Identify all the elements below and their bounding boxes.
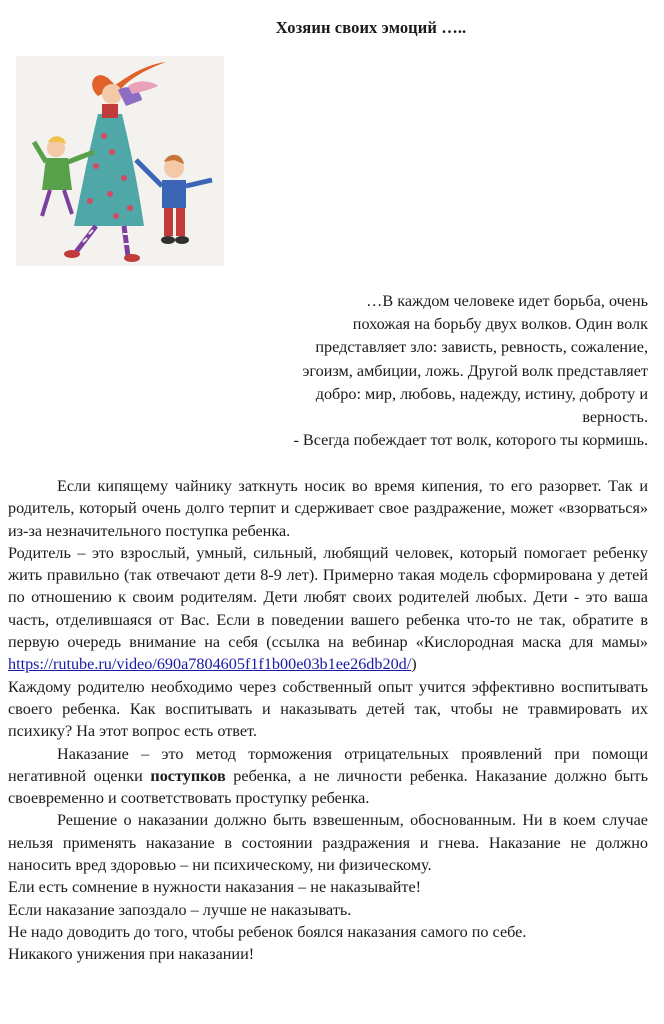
epigraph-line: …В каждом человеке идет борьба, очень	[366, 292, 648, 310]
epigraph-line: эгоизм, амбиции, ложь. Другой волк представляет	[302, 361, 648, 380]
paragraph-parent-definition	[8, 542, 648, 676]
epigraph-line: верность.	[582, 408, 648, 427]
punishment-bold-word: поступков	[150, 766, 226, 785]
paragraph-parent-text: Родитель – это взрослый, умный, сильный, любящий человек, который помогает ребенку жить правильно (так отвечают дети 8-9 лет). Примерно такая модель сформирована у детей по отношению к своим родителям. Дети любят своих родителей любых. Дети - это ваша часть, отделившаяся от Вас. Если в поведении вашего ребенка что-то не так, обратите в первую очередь внимание на себя (ссылка на вебинар «Кислородная маска для мамы»	[8, 543, 648, 652]
paragraph-no-humiliation: Никакого унижения при наказании!	[8, 945, 255, 964]
paragraph-punishment-definition	[8, 743, 648, 810]
paragraph-fear: Не надо доводить до того, чтобы ребенок боялся наказания самого по себе.	[8, 922, 527, 941]
epigraph	[238, 290, 648, 452]
page-title: Хозяин своих эмоций …..	[275, 18, 467, 37]
punishment-text-b: ребенка, а не личности ребенка. Наказание должно быть своевременно и соответствовать проступку ребенка.	[8, 766, 648, 808]
paragraph-experience: Каждому родителю необходимо через собственный опыт учится эффективно воспитывать своего ребенка. Как воспитывать и наказывать детей так, чтобы не травмировать их психику? На этот вопрос есть ответ.	[8, 677, 648, 741]
epigraph-closing: - Всегда побеждает тот волк, которого ты кормишь.	[293, 431, 648, 450]
epigraph-line: представляет зло: зависть, ревность, сожаление,	[315, 338, 648, 357]
paragraph-kettle: Если кипящему чайнику заткнуть носик во время кипения, то его разорвет. Так и родитель, который очень долго терпит и сдерживает свое раздражение, может «взорваться» из-за незначительного поступка ребенка.	[8, 477, 648, 540]
webinar-link[interactable]: https://rutube.ru/video/690a7804605f1f1b00e03b1ee26db20d/	[8, 655, 412, 674]
epigraph-line: добро: мир, любовь, надежду, истину, доброту и	[315, 384, 648, 403]
paragraph-doubt: Ели есть сомнение в нужности наказания – не наказывайте!	[8, 878, 422, 897]
family-illustration-icon	[16, 56, 224, 266]
article-body	[8, 475, 648, 966]
paragraph-parent-end: )	[411, 655, 417, 674]
punishment-text-a: Наказание – это метод торможения отрицательных проявлений при помощи негативной оценки	[8, 744, 648, 785]
paragraph-late: Если наказание запоздало – лучше не наказывать.	[8, 900, 352, 919]
paragraph-decision: Решение о наказании должно быть взвешенным, обоснованным. Ни в коем случае нельзя применять наказание в состоянии раздражения и гнева. Наказание не должно наносить вред здоровью – ни психическому, ни физическому.	[8, 811, 648, 875]
family-illustration-svg	[16, 56, 224, 266]
epigraph-line: похожая на борьбу двух волков. Один волк	[352, 315, 648, 334]
